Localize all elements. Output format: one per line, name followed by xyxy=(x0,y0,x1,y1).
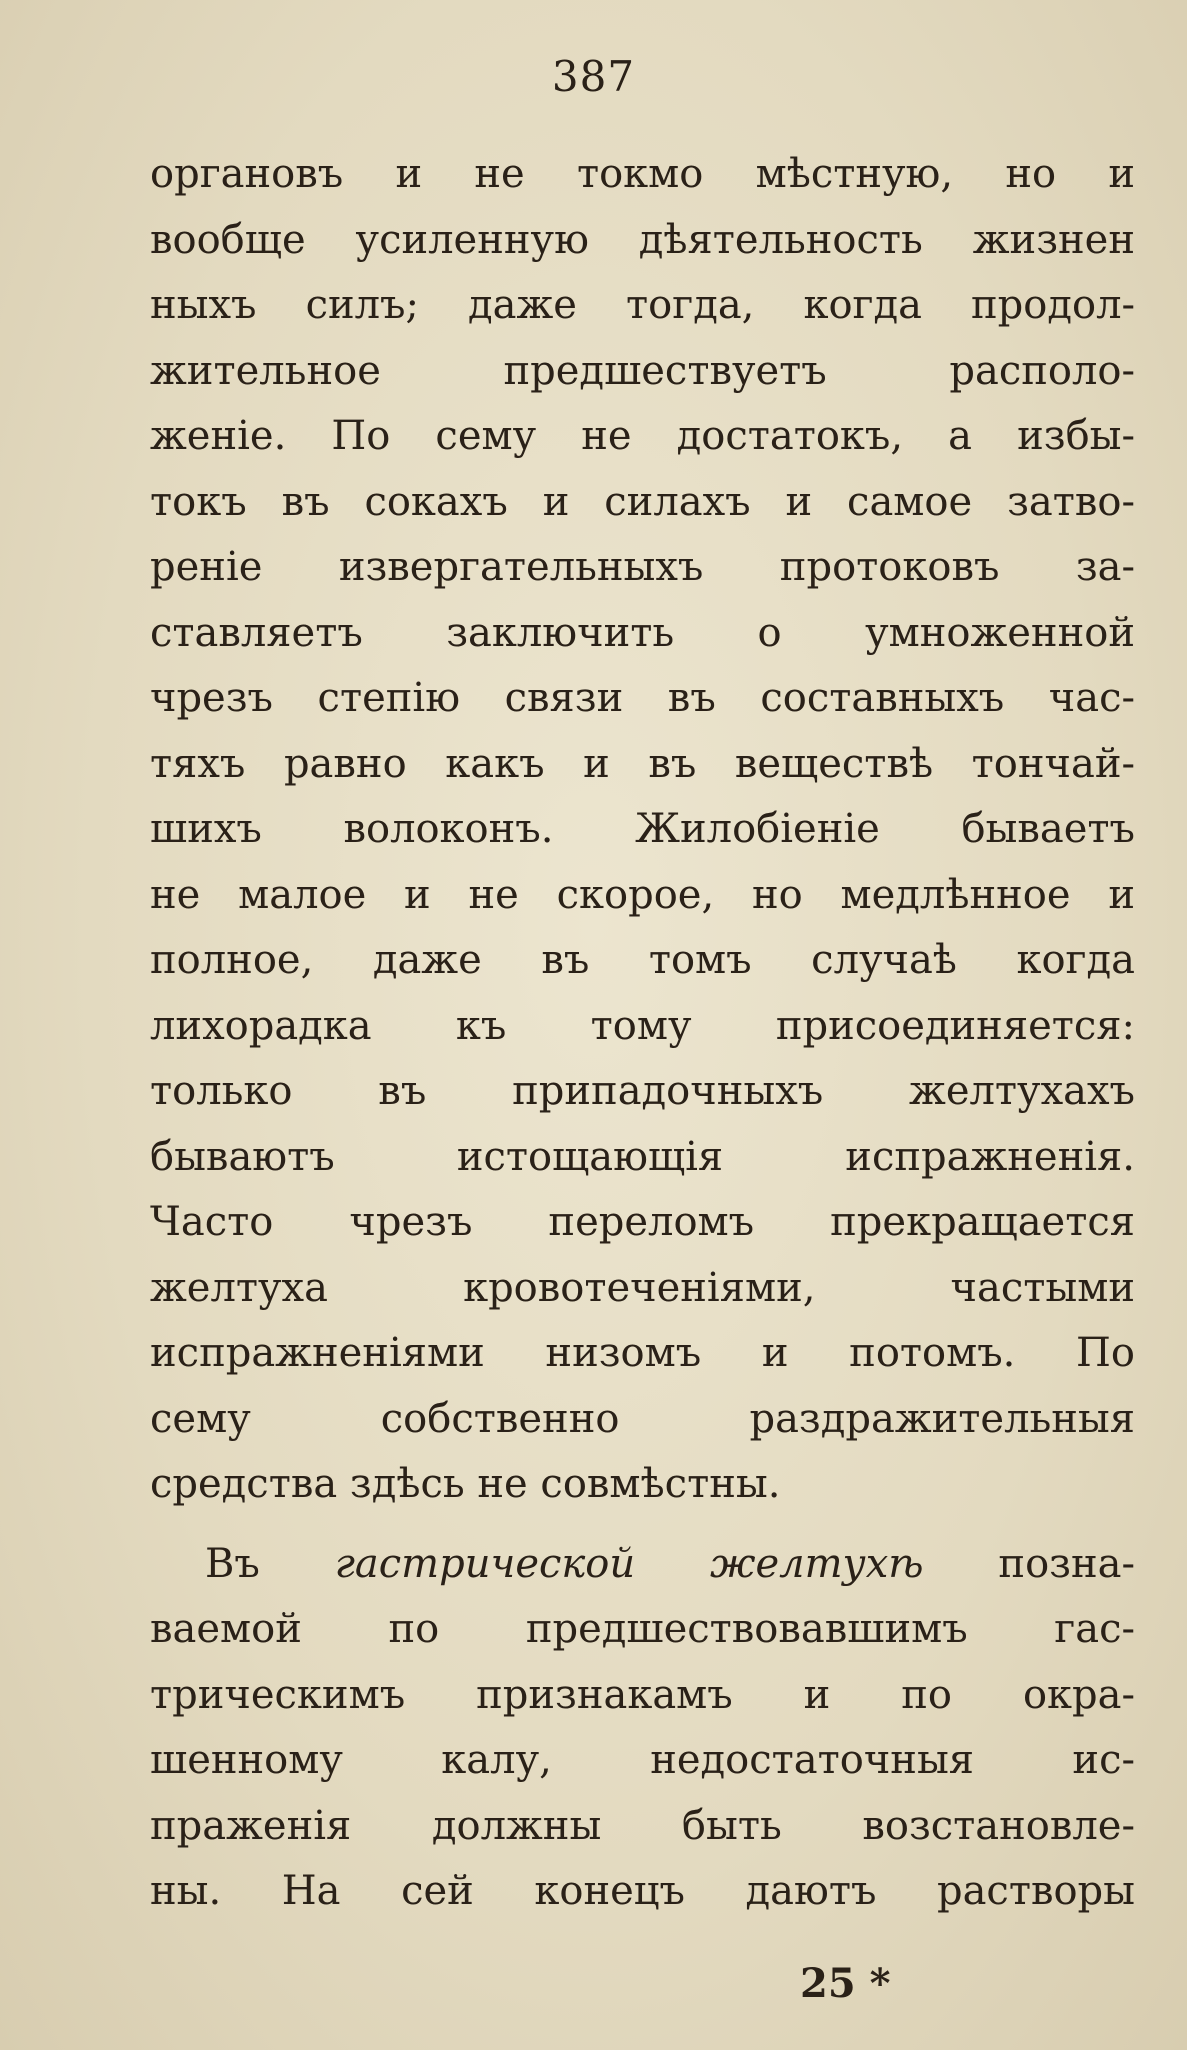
text-line: ваемой по предшествовавшимъ гас- xyxy=(150,1606,1135,1652)
text-line: чрезъ степію связи въ составныхъ час- xyxy=(150,675,1135,721)
text-line: ны. На сей конецъ даютъ растворы xyxy=(150,1868,1135,1914)
text-line: вообще усиленную дѣятельность жизнен xyxy=(150,216,1135,263)
text-line: женіе. По сему не достатокъ, а избы- xyxy=(150,413,1135,459)
text-line: Часто чрезъ переломъ прекращается xyxy=(150,1199,1135,1245)
text-line: желтуха кровотеченіями, частыми xyxy=(150,1264,1135,1311)
body-text xyxy=(150,142,1135,1925)
text-line: трическимъ признакамъ и по окра- xyxy=(150,1671,1135,1718)
signature-mark: 25 * xyxy=(800,1960,891,2007)
paragraph-2 xyxy=(150,1532,1135,1925)
text-line: сему собственно раздражительныя xyxy=(150,1395,1135,1442)
text-line: только въ припадочныхъ желтухахъ xyxy=(150,1068,1135,1114)
text-line: ныхъ силъ; даже тогда, когда продол- xyxy=(150,282,1135,328)
text-line: лихорадка къ тому присоединяется: xyxy=(150,1002,1135,1049)
text-line xyxy=(150,1532,1135,1598)
text-line: праженія должны быть возстановле- xyxy=(150,1802,1135,1849)
text-line: средства здѣсь не совмѣстны. xyxy=(150,1461,781,1507)
text-span: Въ xyxy=(205,1540,335,1587)
text-line: токъ въ сокахъ и силахъ и самое затво- xyxy=(150,478,1135,525)
text-line: полное, даже въ томъ случаѣ когда xyxy=(150,937,1135,983)
text-line: бываютъ истощающія испражненія. xyxy=(150,1133,1135,1180)
text-span: позна- xyxy=(923,1540,1135,1587)
text-line: жительное предшествуетъ располо- xyxy=(150,347,1135,394)
text-line: испражненіями низомъ и потомъ. По xyxy=(150,1330,1135,1376)
text-line: шенному калу, недостаточныя ис- xyxy=(150,1737,1135,1783)
page-number: 387 xyxy=(551,52,636,101)
text-line: тяхъ равно какъ и въ веществѣ тончай- xyxy=(150,740,1135,787)
text-line: органовъ и не токмо мѣстную, но и xyxy=(150,151,1135,197)
text-line: реніе извергательныхъ протоковъ за- xyxy=(150,544,1135,590)
paragraph-1 xyxy=(150,142,1135,1518)
text-line: ставляетъ заключить о умноженной xyxy=(150,609,1135,656)
text-line: не малое и не скорое, но медлѣнное и xyxy=(150,871,1135,918)
text-line: шихъ волоконъ. Жилобіеніе бываетъ xyxy=(150,806,1135,852)
italic-term: гастрической желтухѣ xyxy=(334,1540,924,1587)
